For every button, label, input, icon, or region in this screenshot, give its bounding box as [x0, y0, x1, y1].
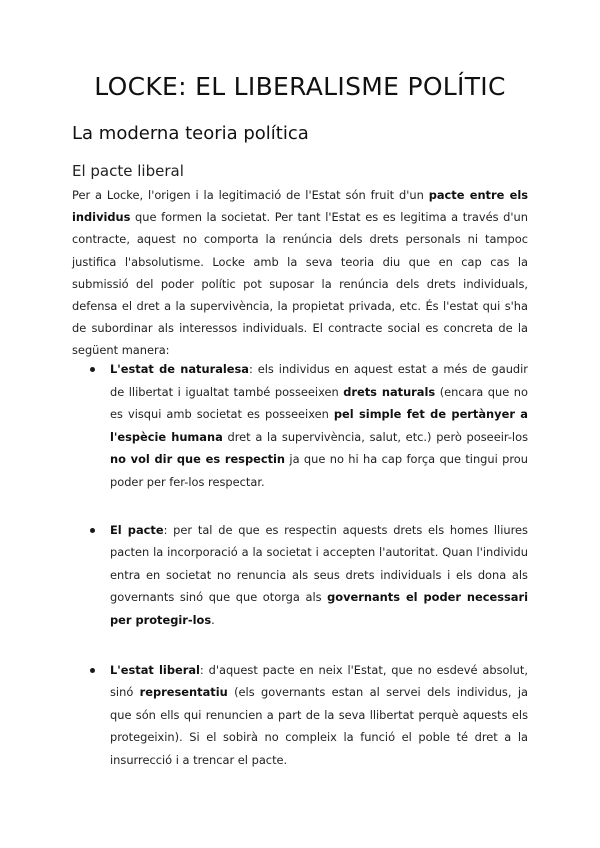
bullet-label: L'estat de naturalesa: [110, 362, 249, 376]
bullet-text: .: [211, 612, 215, 627]
intro-text-2: que formen la societat. Per tant l'Estat es es legitima a través d'un contracte, aquest no comporta la renúncia dels drets personals ni tampoc justifica l'absolutisme. Locke amb la seva teoria diu que en cap cas la submissió del poder polític pot suposar la renúncia dels drets individuals, defensa el dret a la supervivència, la propietat privada, etc. És l'estat qui s'ha de subordinar als interessos individuals. El contracte social es concreta de la següent manera:: [72, 210, 528, 358]
bullet-text: : els individus en aquest estat a més de gaudir de llibertat i igualtat també posseeixen: [110, 362, 528, 399]
bullet-dot-icon: [90, 668, 95, 673]
bullet-dot-icon: [90, 528, 95, 533]
bullet-bold: no vol dir que es respectin: [110, 452, 286, 467]
bullet-text: (els governants estan al servei dels individus, ja que són ells qui renuncien a part de la seva llibertat perquè aquests els protegeixin). Si el sobirà no compleix la funció el poble té dret a la insurrecció i a trencar el pacte.: [110, 685, 528, 767]
intro-paragraph: [72, 184, 528, 362]
list-item-estat-liberal: [72, 659, 528, 772]
bullet-list: [72, 358, 528, 772]
bullet-dot-icon: [90, 367, 95, 372]
bullet-text: : per tal de que es respectin aquests drets els homes lliures pacten la incorporació a la societat i accepten l'autoritat. Quan l'individu entra en societat no renuncia als seus drets individuals i els dona als governants sinó que que otorga als: [110, 522, 528, 605]
intro-text-1: Per a Locke, l'origen i la legitimació de l'Estat són fruit d'un: [72, 188, 429, 202]
bullet-text: (encara que no es visqui amb societat es posseeixen: [110, 384, 528, 422]
list-item-estat-naturalesa: [72, 358, 528, 494]
section-heading: La moderna teoria política: [72, 123, 309, 144]
bullet-bold: pel simple fet de pertànyer a l'espècie humana: [110, 407, 528, 444]
bullet-text: ja que no hi ha cap força que tingui prou poder per fer-los respectar.: [110, 452, 528, 489]
bullet-label: L'estat liberal: [110, 662, 200, 677]
bullet-bold: governants el poder necessari per protegir-los: [110, 590, 528, 627]
subsection-heading: El pacte liberal: [72, 162, 184, 180]
list-item-pacte: [72, 519, 528, 632]
bullet-bold: representatiu: [139, 685, 228, 700]
bullet-text: : d'aquest pacte en neix l'Estat, que no esdevé absolut, sinó: [110, 662, 528, 700]
intro-bold-1: pacte entre els individus: [72, 188, 529, 225]
bullet-label: El pacte: [110, 522, 164, 537]
page-title: LOCKE: EL LIBERALISME POLÍTIC: [94, 72, 506, 101]
bullet-bold: drets naturals: [343, 384, 436, 399]
bullet-text: dret a la supervivència, salut, etc.) però poseeir-los: [222, 429, 528, 444]
